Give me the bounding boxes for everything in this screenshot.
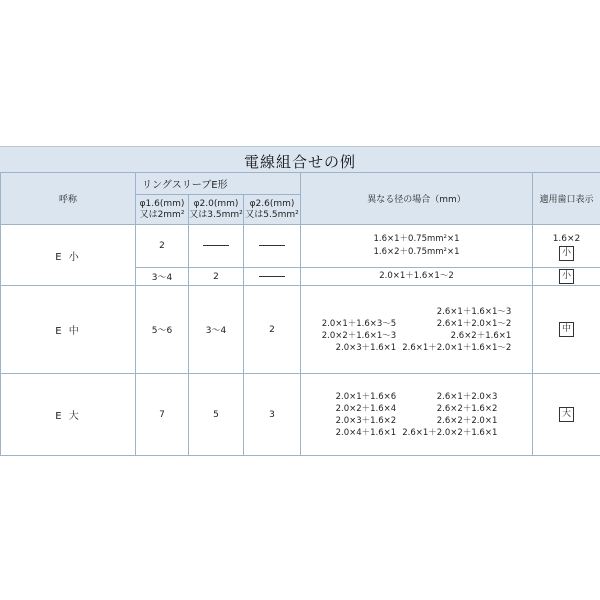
cell-large-1-6: 7 [136,374,189,456]
header-name: 呼称 [1,173,136,225]
mixed-line: 2.0×2＋1.6×4 [335,403,397,414]
wire-combination-table [0,172,600,456]
cell-medium-mark [533,286,600,374]
mixed-line: 1.6×2＋0.75mm²×1 [373,247,460,257]
header-sleeve-group: リングスリーブE形 [136,173,301,195]
mixed-line: 2.6×1＋2.0×1〜2 [436,318,512,329]
header-1-6-line2: 又は2mm² [139,209,185,220]
cell-small2-mixed: 2.0×1＋1.6×1〜2 [301,268,533,286]
stamp-small: 小 [559,246,574,261]
row-name-medium: E 中 [1,286,136,374]
stamp-medium: 中 [559,322,574,337]
cell-small2-2-6 [244,268,301,286]
cell-medium-2-6: 2 [244,286,301,374]
cell-medium-2-0: 3〜4 [189,286,244,374]
cell-small2-1-6: 3〜4 [136,268,189,286]
cell-small-2-0 [189,225,244,268]
cell-small2-2-0: 2 [189,268,244,286]
header-1-6 [136,195,189,225]
mixed-line: 2.0×1＋1.6×6 [335,391,397,402]
mixed-line: 2.0×1＋1.6×3〜5 [321,318,397,329]
header-2-0-line1: φ2.0(mm) [193,198,239,209]
cell-large-2-0: 5 [189,374,244,456]
title-bar [0,146,600,173]
mixed-line: 1.6×1＋0.75mm²×1 [373,234,460,244]
mixed-line: 2.6×1＋2.0×2＋1.6×1 [402,427,498,438]
page-title: 電線組合せの例 [243,153,356,171]
header-mark: 適用歯口表示 [533,173,600,225]
mixed-line: 2.0×4＋1.6×1 [335,427,397,438]
header-2-0 [189,195,244,225]
dash-mark [203,245,229,246]
cell-large-mixed [301,374,533,456]
mixed-line: 2.6×1＋2.0×1＋1.6×1〜2 [402,342,512,353]
cell-small-1-6: 2 [136,225,189,268]
mixed-line: 2.0×3＋1.6×2 [335,415,397,426]
stamp-large: 大 [559,407,574,422]
mixed-line: 2.6×2＋1.6×1 [450,330,512,341]
stamp-small: 小 [559,269,574,284]
row-name-large: E 大 [1,374,136,456]
table-row [1,374,600,456]
dash-mark [259,245,285,246]
mixed-line: 2.0×3＋1.6×1 [335,342,397,353]
header-2-6-line1: φ2.6(mm) [249,198,295,209]
mixed-line: 2.6×2＋2.0×1 [436,415,498,426]
header-1-6-line1: φ1.6(mm) [139,198,185,209]
cell-small-mixed [301,225,533,268]
cell-small2-mark [533,268,600,286]
row-name-small: E 小 [1,225,136,286]
dash-mark [259,276,285,277]
header-mixed: 異なる径の場合（mm） [301,173,533,225]
mixed-line: 2.6×1＋1.6×1〜3 [436,306,512,317]
cell-medium-mixed [301,286,533,374]
table-row [1,225,600,268]
mixed-line: 2.6×2＋1.6×2 [436,403,498,414]
mixed-line: 2.0×2＋1.6×1〜3 [321,330,397,341]
cell-medium-1-6: 5〜6 [136,286,189,374]
mark-text: 1.6×2 [552,233,581,244]
header-2-0-line2: 又は3.5mm² [189,209,243,220]
mixed-line: 2.6×1＋2.0×3 [436,391,498,402]
cell-small-2-6 [244,225,301,268]
cell-small-mark [533,225,600,268]
table-row [1,286,600,374]
cell-large-2-6: 3 [244,374,301,456]
cell-large-mark [533,374,600,456]
header-2-6-line2: 又は5.5mm² [245,209,299,220]
header-2-6 [244,195,301,225]
